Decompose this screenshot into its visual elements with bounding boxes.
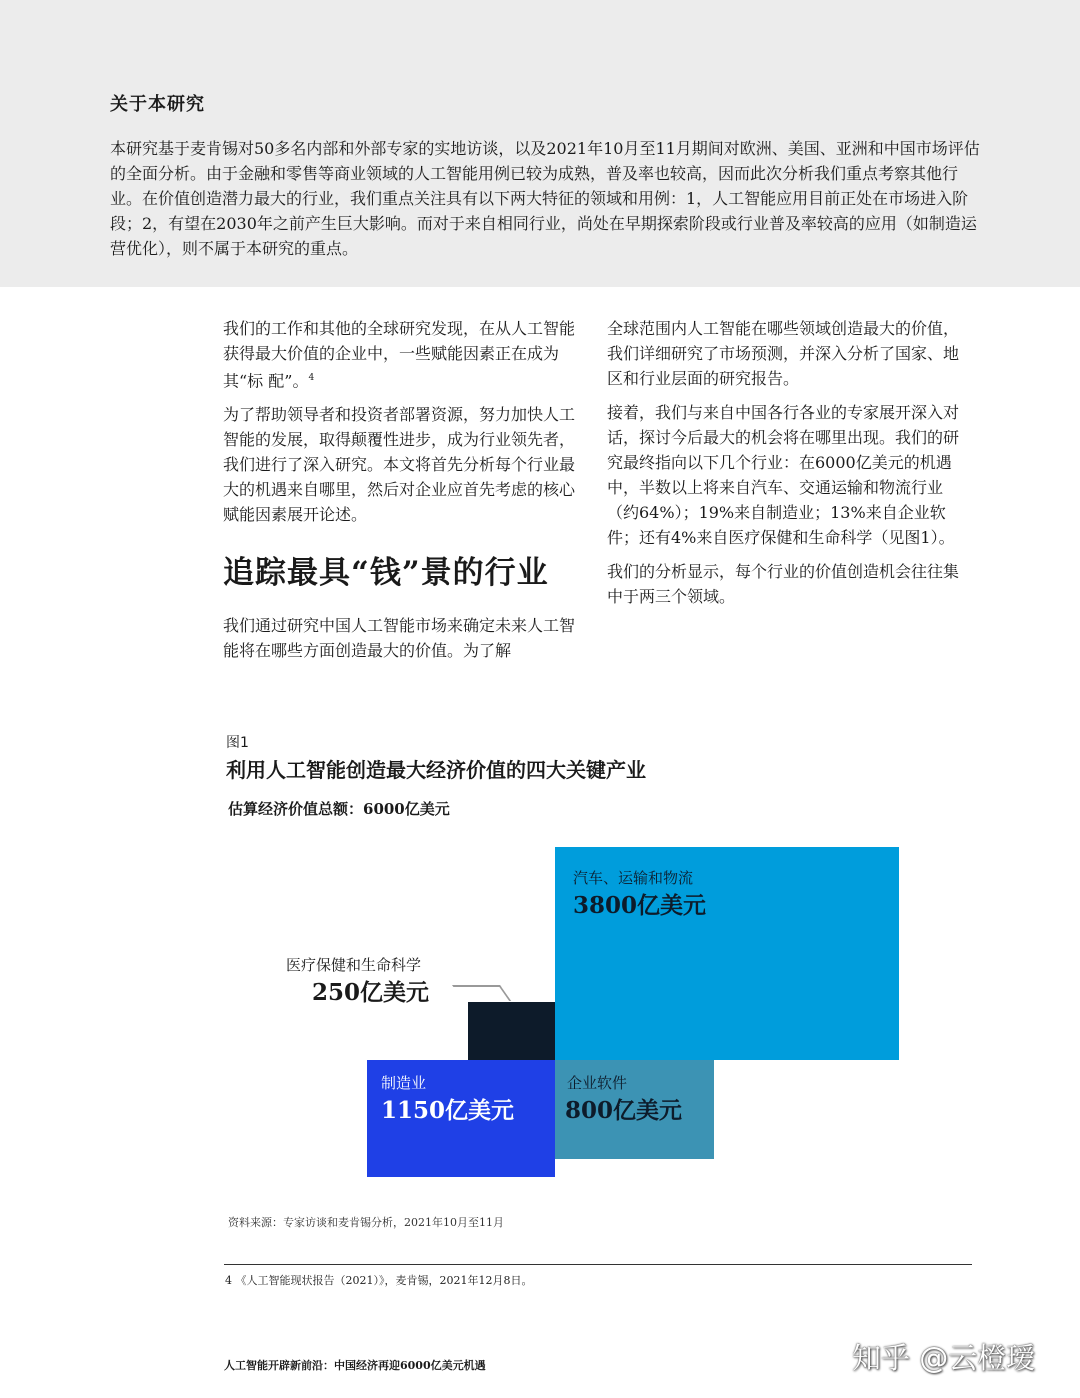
right-column <box>607 316 969 618</box>
healthcare-leader-line <box>452 985 511 1001</box>
about-body: 本研究基于麦肯锡对50多名内部和外部专家的实地访谈，以及2021年10月至11月期间对欧洲、美国、亚洲和中国市场评估的全面分析。由于金融和零售等商业领域的人工智能用例已较为成熟，普及率也较高，因而此次分析我们重点考察其他行业。在价值创造潜力最大的行业，我们重点关注具有以下两大特征的领域和用例：1，人工智能应用目前正处在市场进入阶段；2，有望在2030年之前产生巨大影响。而对于来自相同行业，尚处在早期探索阶段或行业普及率较高的应用（如制造运营优化），则不属于本研究的重点。 <box>110 139 980 258</box>
left-column <box>223 316 585 672</box>
block-healthcare-value: 250亿美元 <box>312 979 430 1006</box>
footnote-ref: 4 <box>308 373 315 383</box>
block-healthcare-label: 医疗保健和生命科学 <box>286 956 422 974</box>
page-footer: 人工智能开辟新前沿：中国经济再迎6000亿美元机遇 <box>224 1359 486 1372</box>
block-automotive-label: 汽车、运输和物流 <box>573 869 694 887</box>
block-enterprise-software <box>555 1060 714 1159</box>
footnote-divider <box>224 1264 972 1265</box>
left-paragraph-1: 我们的工作和其他的全球研究发现，在从人工智能获得最大价值的企业中，一些赋能因素正在成为其“标 配”。$^4$ <box>223 319 576 391</box>
right-paragraph-1: 全球范围内人工智能在哪些领域创造最大的价值，我们详细研究了市场预测，并深入分析了国家、地区和行业层面的研究报告。 <box>607 319 960 388</box>
about-panel <box>0 0 1080 287</box>
right-paragraph-3: 我们的分析显示，每个行业的价值创造机会往往集中于两三个领域。 <box>607 562 960 606</box>
left-paragraph-3: 我们通过研究中国人工智能市场来确定未来人工智能将在哪些方面创造最大的价值。为了解 <box>223 616 576 661</box>
figure-source: 资料来源：专家访谈和麦肯锡分析，2021年10月至11月 <box>228 1216 504 1229</box>
figure-label: 图1 <box>226 735 249 751</box>
block-healthcare <box>468 1002 555 1060</box>
right-paragraph-2: 接着，我们与来自中国各行各业的专家展开深入对话，探讨今后最大的机会将在哪里出现。我们的研究最终指向以下几个行业：在6000亿美元的机遇中，半数以上将来自汽车、交通运输和物流行业（约64%）；19%来自制造业；13%来自企业软件；还有4%来自医疗保健和生命科学（见图1）。 <box>607 403 960 547</box>
block-manufacturing-label: 制造业 <box>381 1074 427 1092</box>
block-automotive-value: 3800亿美元 <box>573 892 707 919</box>
block-manufacturing <box>367 1060 555 1177</box>
block-enterprise-software-label: 企业软件 <box>567 1074 628 1092</box>
watermark: 知乎 @云橙瑷 <box>852 1341 1036 1375</box>
about-heading: 关于本研究 <box>110 94 205 115</box>
section-heading: 追踪最具“钱”景的行业 <box>223 555 549 592</box>
figure-subtitle: 估算经济价值总额：6000亿美元 <box>228 800 450 818</box>
block-enterprise-software-value: 800亿美元 <box>565 1097 683 1124</box>
figure-title: 利用人工智能创造最大经济价值的四大关键产业 <box>226 758 646 782</box>
block-manufacturing-value: 1150亿美元 <box>381 1097 515 1124</box>
left-paragraph-2: 为了帮助领导者和投资者部署资源，努力加快人工智能的发展，取得颠覆性进步，成为行业领先者，我们进行了深入研究。本文将首先分析每个行业最大的机遇来自哪里，然后对企业应首先考虑的核心赋能因素展开论述。 <box>223 405 576 525</box>
block-automotive <box>555 847 899 1060</box>
footnote: 4 《人工智能现状报告（2021）》，麦肯锡，2021年12月8日。 <box>225 1274 533 1287</box>
